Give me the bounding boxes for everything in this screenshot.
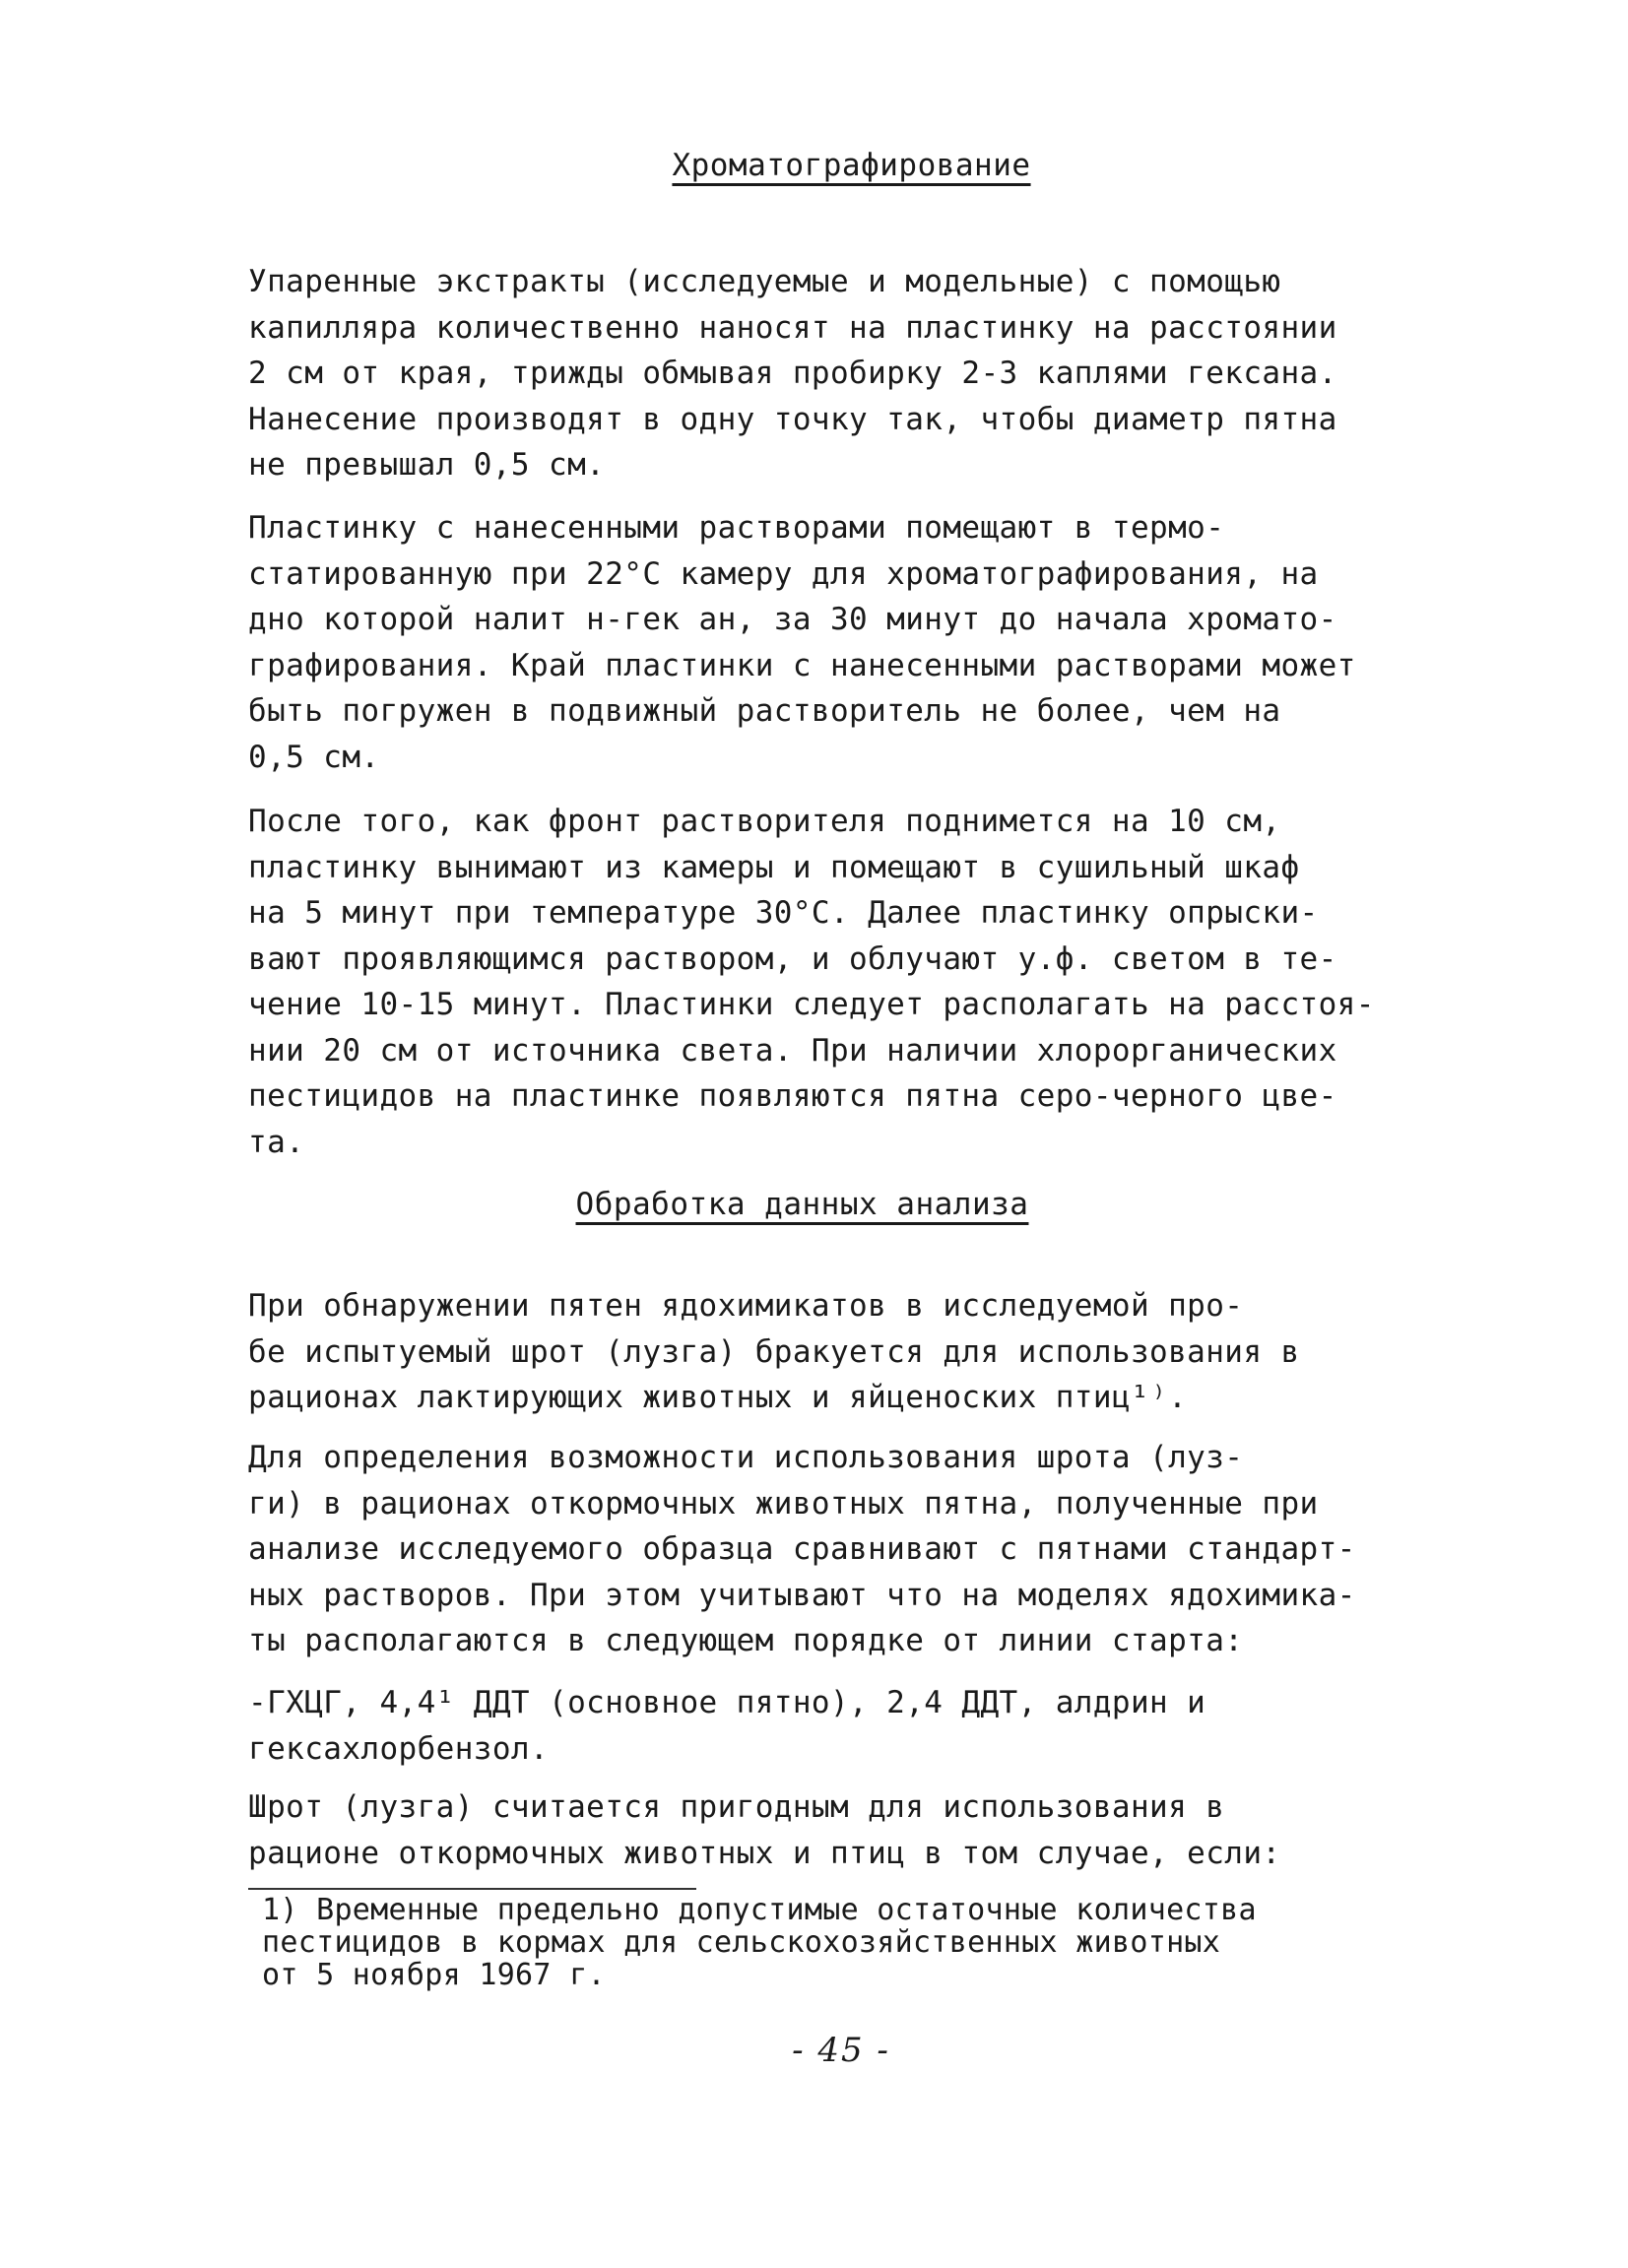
- paragraph: Для определения возможности использования шрота (луз- ги) в рационах откормочных животных пятна, полученные при анализе исследуемого образца сравнивают с пятнами стандарт- ных растворов. При этом учитывают что на моделях ядохимика- ты располагаются в следующем порядке от линии старта:: [248, 1440, 1356, 1658]
- paragraph: Пластинку с нанесенными растворами помещают в термо- статированную при 22°С камеру для хроматографирования, на дно которой налит н-гек ан, за 30 минут до начала хромато- графирования. Край пластинки с нанесенными растворами может быть погружен в подвижный растворитель не более, чем на 0,5 см.: [248, 510, 1356, 775]
- footnote: 1) Временные предельно допустимые остаточные количества пестицидов в кормах для сельскохозяйственных животных от 5 ноября 1967 г.: [262, 1893, 1257, 1992]
- paragraph: Упаренные экстракты (исследуемые и модельные) с помощью капилляра количественно наносят на пластинку на расстоянии 2 см от края, трижды обмывая пробирку 2-3 каплями гексана. Нанесение производят в одну точку так, чтобы диаметр пятна не превышал 0,5 см.: [248, 264, 1337, 483]
- section-heading-chromatography: Хроматографирование: [672, 148, 1031, 183]
- paragraph: -ГХЦГ, 4,4¹ ДДТ (основное пятно), 2,4 ДДТ, алдрин и гексахлорбензол.: [248, 1685, 1206, 1767]
- paragraph: После того, как фронт растворителя поднимется на 10 см, пластинку вынимают из камеры и помещают в сушильный шкаф на 5 минут при температуре 30°С. Далее пластинку опрыски- вают проявляющимся раствором, и облучают у.ф. светом в те- чение 10-15 минут. Пластинки следует располагать на расстоя- нии 20 см от источника света. При наличии хлорорганических пестицидов на пластинке появляются пятна серо-черного цве- та.: [248, 804, 1375, 1160]
- page-number: - 45 -: [792, 2031, 890, 2070]
- footnote-divider: [248, 1888, 696, 1890]
- section-heading-data-processing: Обработка данных анализа: [575, 1187, 1029, 1222]
- paragraph: При обнаружении пятен ядохимикатов в исследуемой про- бе испытуемый шрот (лузга) бракуется для использования в рационах лактирующих животных и яйценоских птиц¹⁾.: [248, 1288, 1300, 1415]
- paragraph: Шрот (лузга) считается пригодным для использования в рационе откормочных животных и птиц в том случае, если:: [248, 1789, 1281, 1871]
